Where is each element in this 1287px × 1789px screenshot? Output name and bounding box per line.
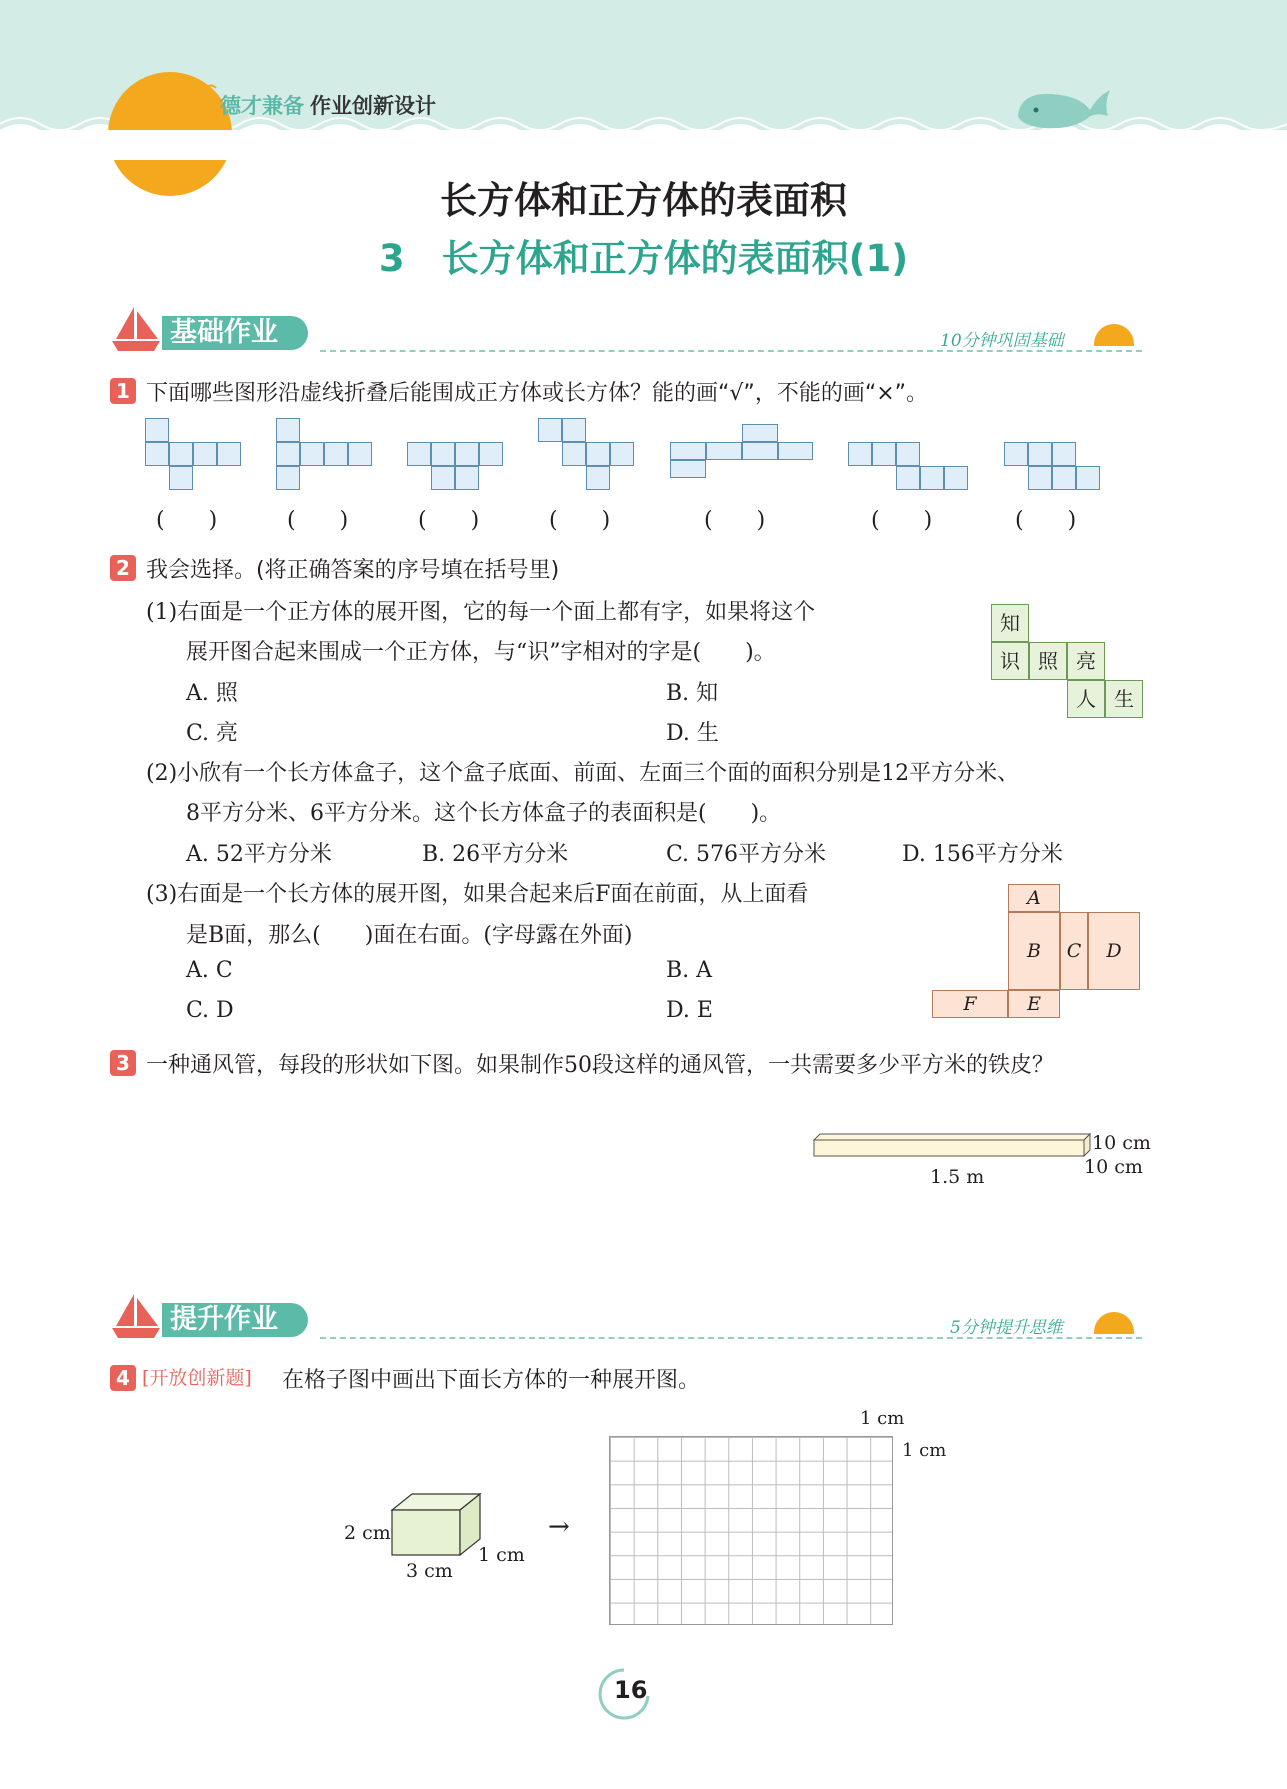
duct-height-label: 10 cm [1092,1132,1151,1154]
answer-blank-7[interactable]: ( ) [1015,508,1077,533]
question-4-text: 在格子图中画出下面长方体的一种展开图。 [282,1368,701,1393]
net-face-b: B [1008,912,1060,990]
net-figure-6 [848,442,968,490]
section-advanced-note: 5分钟提升思维 [950,1318,1063,1338]
cuboid-length-label: 3 cm [406,1560,453,1582]
question-number-3: 3 [110,1050,136,1076]
net-figure-4 [538,418,634,490]
q2-part3-option-d[interactable]: D. E [666,998,713,1023]
net-face: 照 [1029,642,1067,680]
sun-small-icon [1094,324,1134,364]
duct-figure [812,1130,1092,1160]
brand-name: 德才兼备 [220,94,304,118]
net-face-d: D [1088,912,1140,990]
answer-blank-3[interactable]: ( ) [418,508,480,533]
cuboid-depth-label: 1 cm [478,1544,525,1566]
answer-blank-6[interactable]: ( ) [871,508,933,533]
grid-cell-height-label: 1 cm [902,1440,947,1461]
q2-part1-line2: 展开图合起来围成一个正方体，与“识”字相对的字是( )。 [186,640,776,665]
net-figure-5 [670,424,813,478]
cube-net-characters [991,604,1146,720]
cuboid-net-letters [932,884,1142,1018]
sailboat-icon [110,305,162,353]
duct-length-label: 1.5 m [930,1166,985,1188]
q2-part3-line1: (3)右面是一个长方体的展开图，如果合起来后F面在前面，从上面看 [146,882,809,907]
question-number-2: 2 [110,555,136,581]
net-figure-1 [145,418,241,490]
q2-part1-option-b[interactable]: B. 知 [666,681,719,706]
q2-part3-option-b[interactable]: B. A [666,958,713,983]
q2-part1-line1: (1)右面是一个正方体的展开图，它的每一个面上都有字，如果将这个 [146,600,816,625]
net-face: 人 [1067,680,1105,718]
question-1-text: 下面哪些图形沿虚线折叠后能围成正方体或长方体？能的画“√”，不能的画“×”。 [146,381,929,406]
net-face-e: E [1008,990,1060,1018]
q2-part2-option-c[interactable]: C. 576平方分米 [666,842,827,867]
question-4-tag: [开放创新题] [142,1367,252,1389]
section-basic-label: 基础作业 [162,316,308,350]
net-face: 亮 [1067,642,1105,680]
arrow-icon: → [548,1512,570,1542]
q2-part3-line2: 是B面，那么( )面在右面。(字母露在外面) [186,923,633,948]
answer-blank-5[interactable]: ( ) [704,508,766,533]
net-figure-7 [1004,442,1100,490]
q2-part2-option-b[interactable]: B. 26平方分米 [422,842,569,867]
question-2-text: 我会选择。(将正确答案的序号填在括号里) [146,558,560,583]
net-figure-2 [276,418,372,490]
section-advanced-label: 提升作业 [162,1303,308,1337]
cuboid-figure [388,1490,484,1560]
sailboat-icon [110,1292,162,1340]
question-number-4: 4 [110,1365,136,1391]
net-face: 识 [991,642,1029,680]
q2-part2-option-d[interactable]: D. 156平方分米 [902,842,1063,867]
brand-subtitle: 作业创新设计 [310,94,436,118]
answer-blank-4[interactable]: ( ) [549,508,611,533]
q2-part2-line2: 8平方分米、6平方分米。这个长方体盒子的表面积是( )。 [186,801,782,826]
net-face-c: C [1060,912,1088,990]
section-basic-note: 10分钟巩固基础 [940,331,1064,351]
cuboid-height-label: 2 cm [344,1522,391,1544]
question-3-text: 一种通风管，每段的形状如下图。如果制作50段这样的通风管，一共需要多少平方米的铁皮？ [146,1053,1054,1078]
net-face-a: A [1008,884,1060,912]
q2-part1-option-d[interactable]: D. 生 [666,721,719,746]
answer-blank-2[interactable]: ( ) [287,508,349,533]
page-title: 长方体和正方体的表面积 [440,179,847,222]
net-face: 生 [1105,680,1143,718]
question-number-1: 1 [110,378,136,404]
whale-icon [1010,76,1118,134]
q2-part1-option-a[interactable]: A. 照 [186,681,238,706]
grid-cell-width-label: 1 cm [860,1408,905,1429]
answer-blank-1[interactable]: ( ) [156,508,218,533]
sun-small-icon [1094,1312,1134,1352]
q2-part1-option-c[interactable]: C. 亮 [186,721,239,746]
q2-part3-option-c[interactable]: C. D [186,998,234,1023]
drawing-grid[interactable] [609,1436,893,1625]
net-face-f: F [932,990,1008,1018]
net-figure-3 [407,442,503,490]
net-face: 知 [991,604,1029,642]
page-number: 16 [614,1676,648,1704]
q2-part3-option-a[interactable]: A. C [186,958,233,983]
q2-part2-option-a[interactable]: A. 52平方分米 [186,842,332,867]
q2-part2-line1: (2)小欣有一个长方体盒子，这个盒子底面、前面、左面三个面的面积分别是12平方分米、 [146,761,1020,786]
page-subtitle: 3 长方体和正方体的表面积(1) [378,237,909,280]
brand [220,90,436,120]
duct-width-label: 10 cm [1084,1156,1143,1178]
bird-icon [160,66,220,96]
